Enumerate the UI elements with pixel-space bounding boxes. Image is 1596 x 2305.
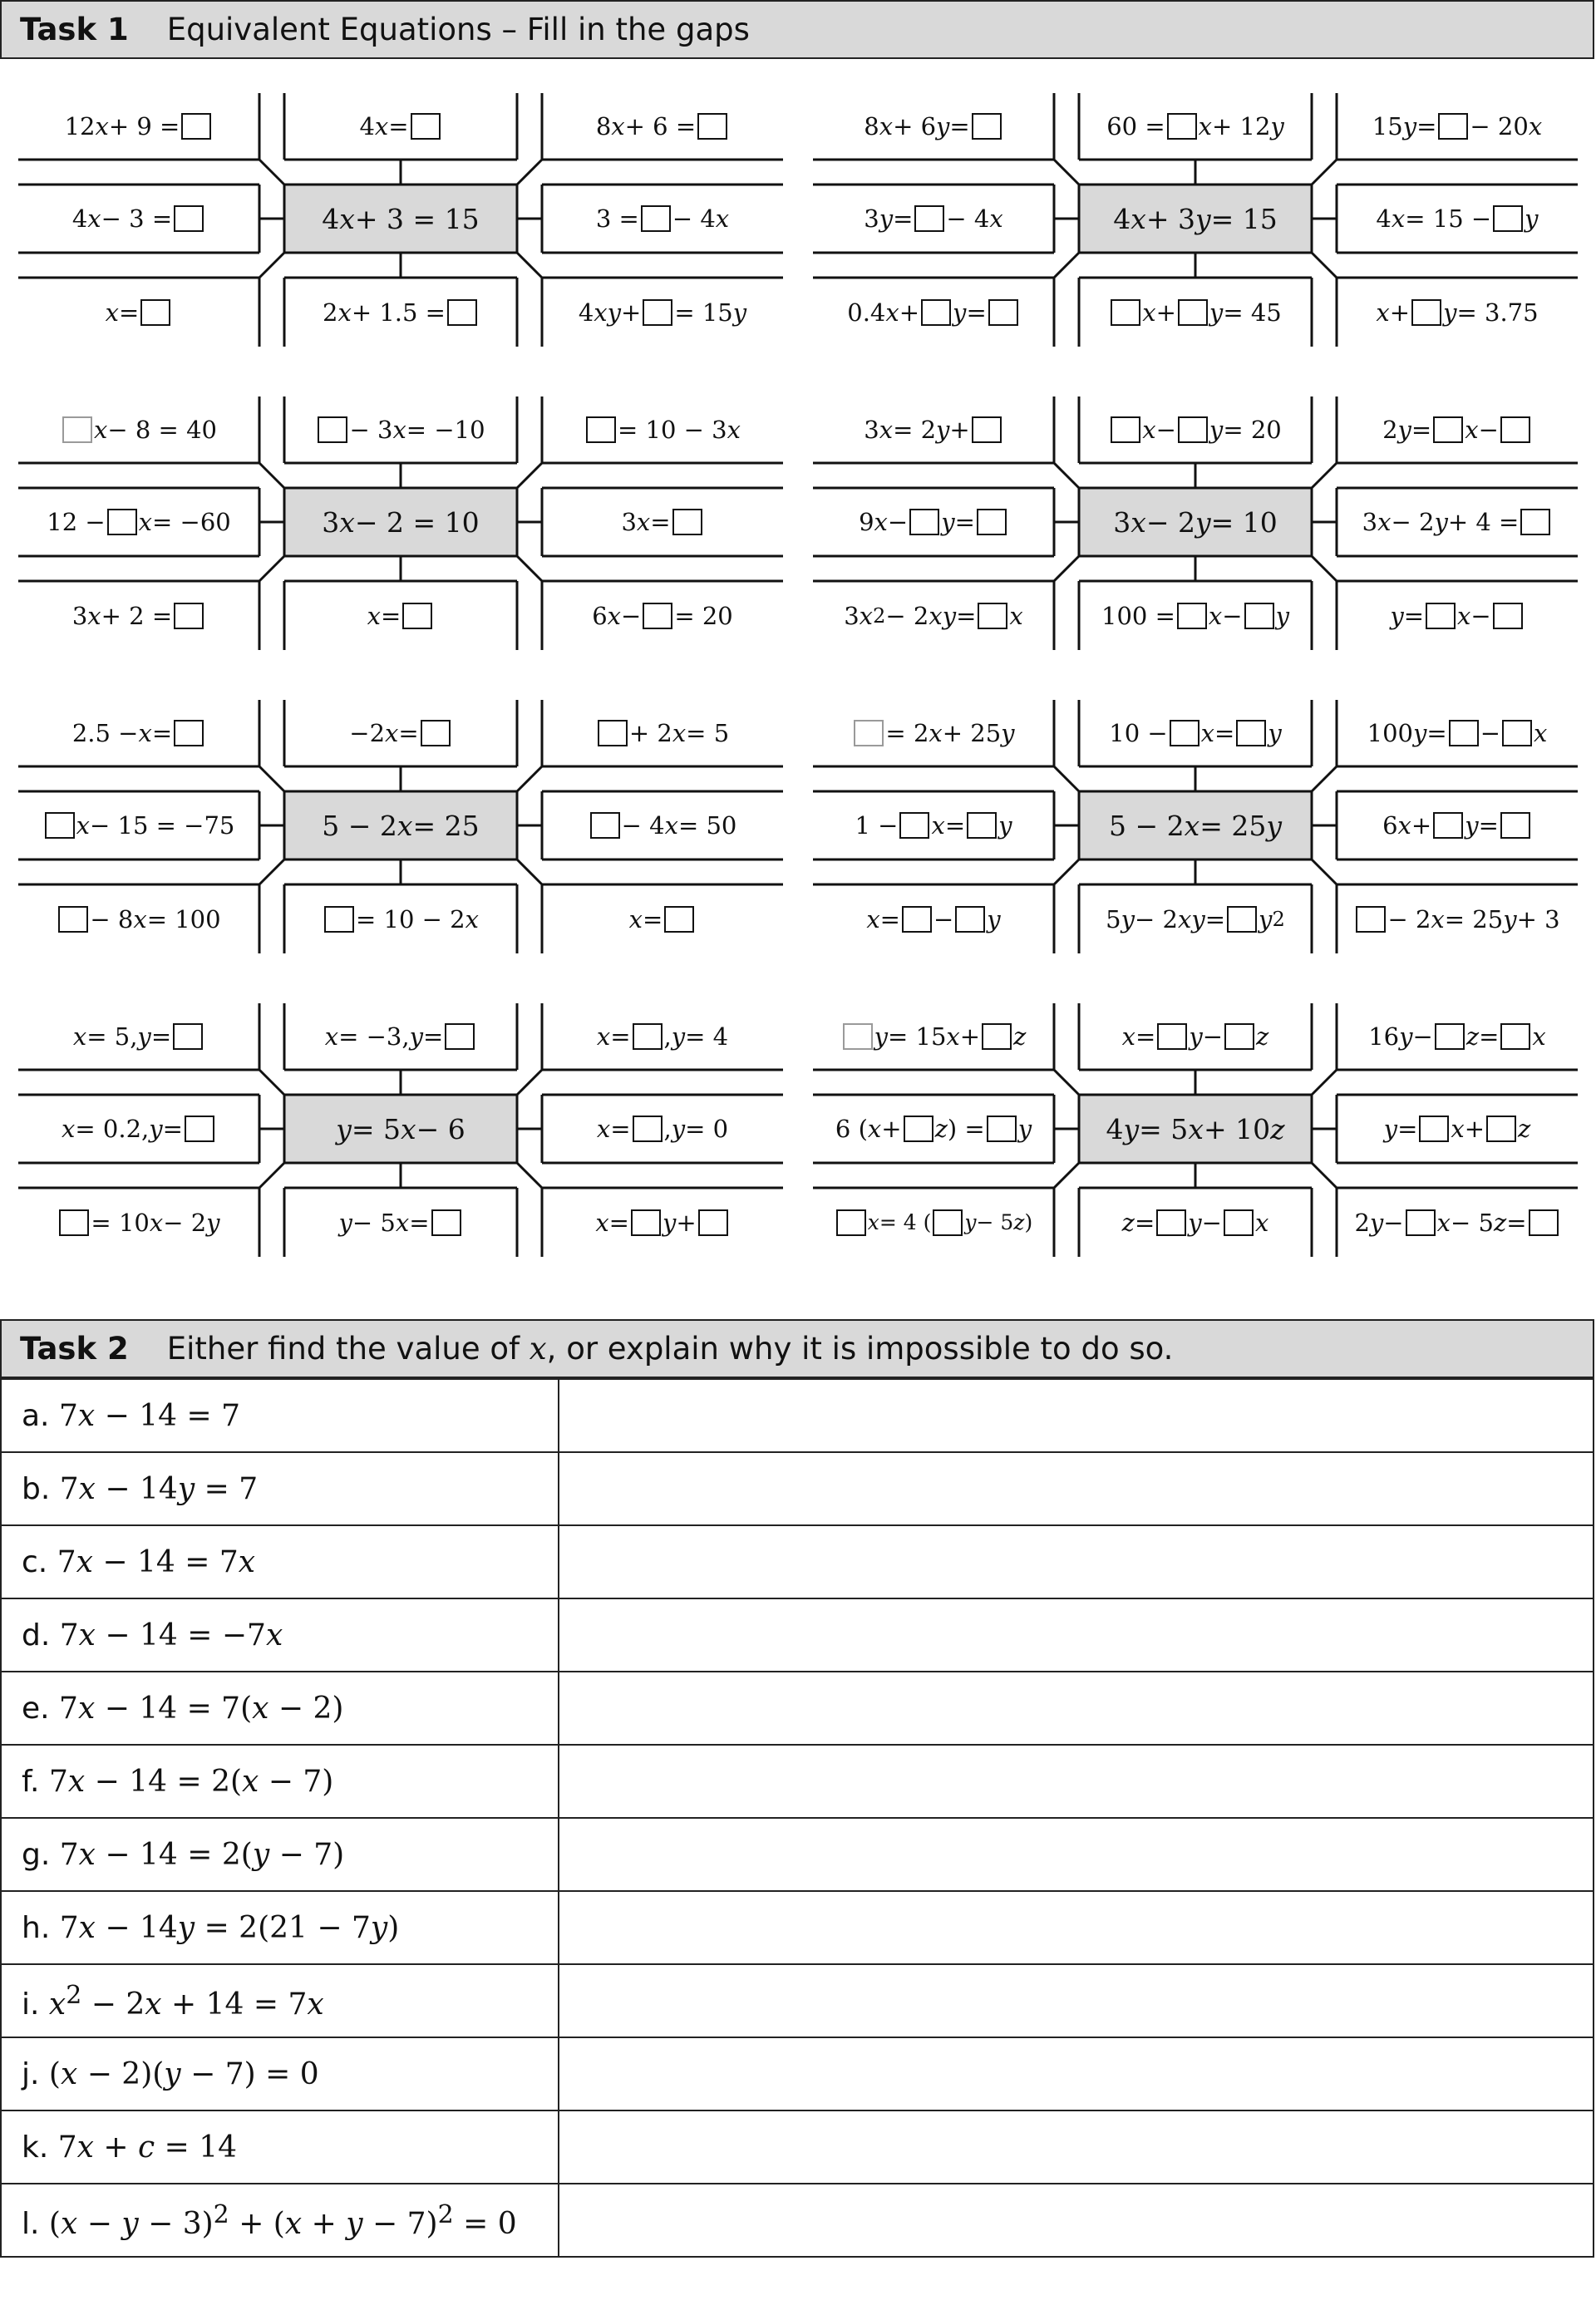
answer-gap[interactable] [1529,1209,1559,1236]
equivalent-equation-cell: 4 x = 15 − y [1376,204,1539,233]
center-equation: 5 − 2 x = 25 [322,809,480,842]
answer-gap[interactable] [1167,113,1197,140]
question-cell [1,1598,559,1672]
answer-gap[interactable] [318,416,347,443]
center-equation: 4 x + 3 y = 15 [1113,202,1278,235]
answer-gap[interactable] [1500,1023,1530,1050]
equivalent-equation-cell: 9 x − y = [813,488,1054,556]
equation-diagram [813,93,1578,347]
answer-gap[interactable] [1433,416,1463,443]
answer-gap[interactable] [1111,299,1140,326]
answer-gap[interactable] [107,509,137,535]
question-label: c. [22,1544,57,1579]
equivalent-equation-cell: 12 x + 9 = [18,93,259,160]
answer-gap[interactable] [631,1209,661,1236]
answer-gap[interactable] [933,1209,963,1236]
answer-gap[interactable] [402,603,432,629]
answer-gap[interactable] [633,1116,663,1142]
task1-label: Task 1 [20,12,129,47]
equivalent-equation-cell: 3 x + 2 = [18,581,259,650]
answer-gap[interactable] [447,299,477,326]
table-row [1,1818,1594,1891]
equivalent-equation-cell: z = y − x [1121,1208,1269,1237]
equivalent-equation-cell: x = − y [866,904,1001,933]
answer-gap[interactable] [967,812,997,839]
equivalent-equation-cell: − 2 x = 25 y + 3 [1337,884,1578,953]
answer-gap[interactable] [1435,1023,1465,1050]
answer-gap[interactable] [1500,812,1530,839]
equivalent-equation-cell: x = 5, y = [18,1003,259,1070]
task2-title: Either find the value of x, or explain why it is impossible to do so. [166,1331,1174,1367]
table-row [1,1525,1594,1598]
answer-gap[interactable] [664,906,694,933]
answer-gap[interactable] [899,812,929,839]
question-equation: 7x − 14 = 7(x − 2) [59,1691,344,1726]
answer-gap[interactable] [977,509,1007,535]
question-equation: $(x - y - 3)^2 + (x + y - 7)^2 = 0$ [48,2199,517,2241]
answer-gap[interactable] [972,416,1002,443]
equivalent-equation-cell: 3 x − 2 y + 4 = [1337,488,1578,556]
center-equation: 5 − 2 x = 25 y [1108,809,1283,842]
equation-diagram [18,700,783,953]
answer-gap[interactable] [324,906,354,933]
answer-gap[interactable] [1520,509,1550,535]
answer-gap[interactable] [140,299,170,326]
answer-gap[interactable] [1178,299,1208,326]
equivalent-equation-cell: 3 x 2 − 2 xy = x [844,601,1023,630]
equivalent-equation-cell: + 2 x = 5 [542,700,783,766]
answer-cell[interactable] [559,1379,1594,1452]
table-row [1,1964,1594,2037]
equivalent-equation-cell: y = x + z [1383,1115,1531,1143]
equivalent-equation-cell: 8 x + 6 = [542,93,783,160]
question-label: e. [22,1691,60,1726]
answer-gap[interactable] [698,1209,728,1236]
equivalent-equation-cell: x = y + [542,1188,783,1257]
answer-gap[interactable] [1419,1116,1449,1142]
equivalent-equation-cell: 100 = x − y [1101,601,1289,630]
answer-gap[interactable] [633,1023,663,1050]
table-row [1,2110,1594,2184]
question-equation: 7x + c = 14 [57,2130,238,2165]
answer-gap[interactable] [174,603,204,629]
answer-gap[interactable] [921,299,951,326]
answer-gap[interactable] [1227,906,1257,933]
answer-gap[interactable] [643,299,672,326]
answer-gap[interactable] [1502,720,1532,746]
answer-gap[interactable] [1111,416,1140,443]
equation-diagram [18,396,783,650]
equivalent-equation-cell: x = −3, y = [284,1003,517,1070]
equation-diagram [18,1003,783,1257]
question-cell [1,1379,559,1452]
answer-gap[interactable] [431,1209,461,1236]
equation-diagram [813,396,1578,650]
question-cell [1,1452,559,1525]
answer-cell[interactable] [559,1745,1594,1818]
equivalent-equation-cell: x − 15 = −75 [18,791,259,859]
center-equation: y = 5 x − 6 [336,1112,466,1145]
answer-gap[interactable] [1493,603,1523,629]
question-equation: 7x − 14 = 7x [57,1544,256,1579]
center-equation: 3 x − 2 = 10 [322,505,480,539]
answer-gap[interactable] [1433,812,1463,839]
equivalent-equation-cell: x = , y = 4 [596,1022,729,1051]
question-cell [1,2184,559,2257]
answer-gap[interactable] [1224,1023,1254,1050]
equivalent-equation-cell: 6 x + y = [1337,791,1578,859]
question-label: a. [22,1398,59,1433]
answer-cell[interactable] [559,1598,1594,1672]
question-cell [1,1672,559,1745]
answer-gap[interactable] [1156,1209,1186,1236]
equivalent-equation-cell: 60 = x + 12 y [1106,112,1284,140]
answer-cell[interactable] [559,1891,1594,1964]
answer-gap[interactable] [1411,299,1441,326]
equivalent-equation-cell: x − y = 20 [1079,396,1312,463]
answer-gap[interactable] [641,205,671,232]
question-label: d. [22,1618,60,1652]
equivalent-equation-cell: = 2 x + 25 y [813,700,1054,766]
equivalent-equation-cell: = 10 x − 2 y [18,1188,259,1257]
answer-cell[interactable] [559,1964,1594,2037]
table-row [1,1891,1594,1964]
equivalent-equation-cell: − 3 x = −10 [284,396,517,463]
answer-gap[interactable] [854,720,884,746]
question-label: l. [22,2206,49,2241]
task1-header [0,0,1594,59]
equivalent-equation-cell: −2 x = [284,700,517,766]
equivalent-equation-cell: 2 y − x − 5 z = [1337,1188,1578,1257]
question-equation: 7x − 14 = 2(y − 7) [59,1837,345,1872]
answer-gap[interactable] [1406,1209,1436,1236]
equivalent-equation-cell: y = 15 x + z [813,1003,1054,1070]
question-label: j. [22,2056,49,2091]
center-equation: 4 x + 3 = 15 [322,202,480,235]
answer-gap[interactable] [909,509,939,535]
answer-gap[interactable] [185,1116,214,1142]
table-row [1,2184,1594,2257]
equivalent-equation-cell: 15 y = − 20 x [1372,112,1543,140]
equivalent-equation-cell: x = 0.2, y = [18,1095,259,1163]
equation-diagram [18,93,783,347]
task2-header [0,1319,1594,1378]
answer-gap[interactable] [643,603,672,629]
table-row [1,1672,1594,1745]
equivalent-equation-cell: − 4 x = 50 [542,791,783,859]
question-label: h. [22,1910,60,1945]
equivalent-equation-cell: 100 y = − x [1367,719,1548,747]
answer-cell[interactable] [559,2110,1594,2184]
answer-gap[interactable] [586,416,616,443]
equivalent-equation-cell: 5 y − 2 xy = y 2 [1106,904,1285,933]
question-label: i. [22,1987,49,2022]
equivalent-equation-cell: x + y = 45 [1079,278,1312,347]
answer-gap[interactable] [697,113,727,140]
answer-gap[interactable] [1236,720,1266,746]
equivalent-equation-cell: 16 y − z = x [1368,1022,1546,1051]
answer-gap[interactable] [988,299,1018,326]
question-label: k. [22,2130,58,2165]
answer-gap[interactable] [914,205,944,232]
table-row [1,2037,1594,2110]
equivalent-equation-cell: 12 − x = −60 [47,508,231,536]
equivalent-equation-cell: 4 xy + = 15 y [578,298,747,327]
equivalent-equation-cell: y = x − [1337,581,1578,650]
answer-gap[interactable] [1500,416,1530,443]
answer-cell[interactable] [559,1452,1594,1525]
question-cell [1,1745,559,1818]
answer-gap[interactable] [174,720,204,746]
answer-gap[interactable] [987,1116,1017,1142]
question-cell [1,1818,559,1891]
question-equation: 7x − 14 = 2(x − 7) [48,1764,334,1799]
answer-gap[interactable] [1244,603,1274,629]
answer-gap[interactable] [1157,1023,1187,1050]
question-label: f. [22,1764,49,1799]
equivalent-equation-cell: x − 8 = 40 [18,396,259,463]
answer-gap[interactable] [1486,1116,1516,1142]
answer-gap[interactable] [902,906,932,933]
question-equation: 7x − 14y = 7 [59,1471,259,1506]
answer-cell[interactable] [559,2037,1594,2110]
answer-cell[interactable] [559,1525,1594,1598]
answer-gap[interactable] [62,416,92,443]
equivalent-equation-cell: x = 4 ( y − 5 z ) [813,1188,1054,1257]
equivalent-equation-cell: 3 y = − 4 x [864,204,1003,233]
answer-gap[interactable] [672,509,702,535]
answer-gap[interactable] [982,1023,1012,1050]
equivalent-equation-cell: y − 5 x = [284,1188,517,1257]
answer-gap[interactable] [173,1023,203,1050]
answer-cell[interactable] [559,1672,1594,1745]
answer-gap[interactable] [1170,720,1199,746]
question-equation: 7x − 14 = 7 [58,1398,240,1433]
answer-gap[interactable] [1178,416,1208,443]
table-row [1,1379,1594,1452]
answer-gap[interactable] [1224,1209,1254,1236]
question-equation: (x − 2)(y − 7) = 0 [48,2056,319,2091]
equivalent-equation-cell: 0.4 x + y = [813,278,1054,347]
answer-gap[interactable] [181,113,211,140]
equivalent-equation-cell: 8 x + 6 y = [813,93,1054,160]
answer-gap[interactable] [174,205,204,232]
equivalent-equation-cell: x = y − z [1121,1022,1269,1051]
answer-gap[interactable] [972,113,1002,140]
answer-gap[interactable] [445,1023,475,1050]
answer-gap[interactable] [904,1116,933,1142]
answer-gap[interactable] [978,603,1007,629]
equivalent-equation-cell: x + y = 3.75 [1376,298,1539,327]
answer-gap[interactable] [836,1209,866,1236]
task1-title: Equivalent Equations – Fill in the gaps [166,12,750,47]
answer-gap[interactable] [590,812,620,839]
question-cell [1,1525,559,1598]
answer-gap[interactable] [598,720,628,746]
equivalent-equation-cell: 3 x = [542,488,783,556]
equation-diagram [813,700,1578,953]
equivalent-equation-cell: 6 ( x + z ) = y [835,1115,1032,1143]
equivalent-equation-cell: 3 = − 4 x [595,204,730,233]
question-cell [1,2110,559,2184]
center-equation: 4 y = 5 x + 10 z [1106,1112,1285,1145]
question-label: g. [22,1837,60,1872]
equivalent-equation-cell: x = [18,278,259,347]
answer-gap[interactable] [58,906,88,933]
equivalent-equation-cell: 2.5 − x = [18,700,259,766]
equivalent-equation-cell: 10 − x = y [1109,719,1282,747]
equivalent-equation-cell: 2 x + 1.5 = [284,278,517,347]
question-equation: 7x − 14y = 2(21 − 7y) [59,1910,400,1945]
answer-gap[interactable] [843,1023,873,1050]
table-row [1,1745,1594,1818]
answer-gap[interactable] [1426,603,1456,629]
equivalent-equation-cell: 2 y = x − [1337,396,1578,463]
question-cell [1,1964,559,2037]
equivalent-equation-cell: x = [284,581,517,650]
answer-gap[interactable] [1177,603,1207,629]
answer-gap[interactable] [1438,113,1468,140]
equation-diagram [813,1003,1578,1257]
question-label: b. [22,1471,60,1506]
answer-gap[interactable] [59,1209,89,1236]
answer-gap[interactable] [1449,720,1479,746]
equivalent-equation-cell: − 8 x = 100 [18,884,259,953]
equivalent-equation-cell: = 10 − 2 x [284,884,517,953]
question-equation: 7x − 14 = −7x [59,1618,283,1652]
answer-gap[interactable] [1493,205,1523,232]
table-row [1,1452,1594,1525]
table-row [1,1598,1594,1672]
equivalent-equation-cell: 4 x = [284,93,517,160]
equivalent-equation-cell: = 10 − 3 x [542,396,783,463]
answer-gap[interactable] [421,720,451,746]
equivalent-equation-cell: 6 x − = 20 [592,601,733,630]
answer-gap[interactable] [955,906,985,933]
answer-cell[interactable] [559,2184,1594,2257]
equivalent-equation-cell: 3 x = 2 y + [813,396,1054,463]
equivalent-equation-cell: 4 x − 3 = [18,185,259,253]
answer-gap[interactable] [1356,906,1386,933]
answer-cell[interactable] [559,1818,1594,1891]
question-cell [1,1891,559,1964]
answer-gap[interactable] [411,113,441,140]
center-equation: 3 x − 2 y = 10 [1113,505,1278,539]
equivalent-equation-cell: x = [542,884,783,953]
answer-gap[interactable] [45,812,75,839]
task2-table [0,1378,1594,2258]
question-cell [1,2037,559,2110]
question-equation: $x^2 - 2x + 14 = 7x$ [48,1980,324,2022]
equivalent-equation-cell: x = , y = 0 [596,1115,729,1143]
task2-label: Task 2 [20,1331,129,1367]
equivalent-equation-cell: 1 − x = y [855,811,1012,840]
